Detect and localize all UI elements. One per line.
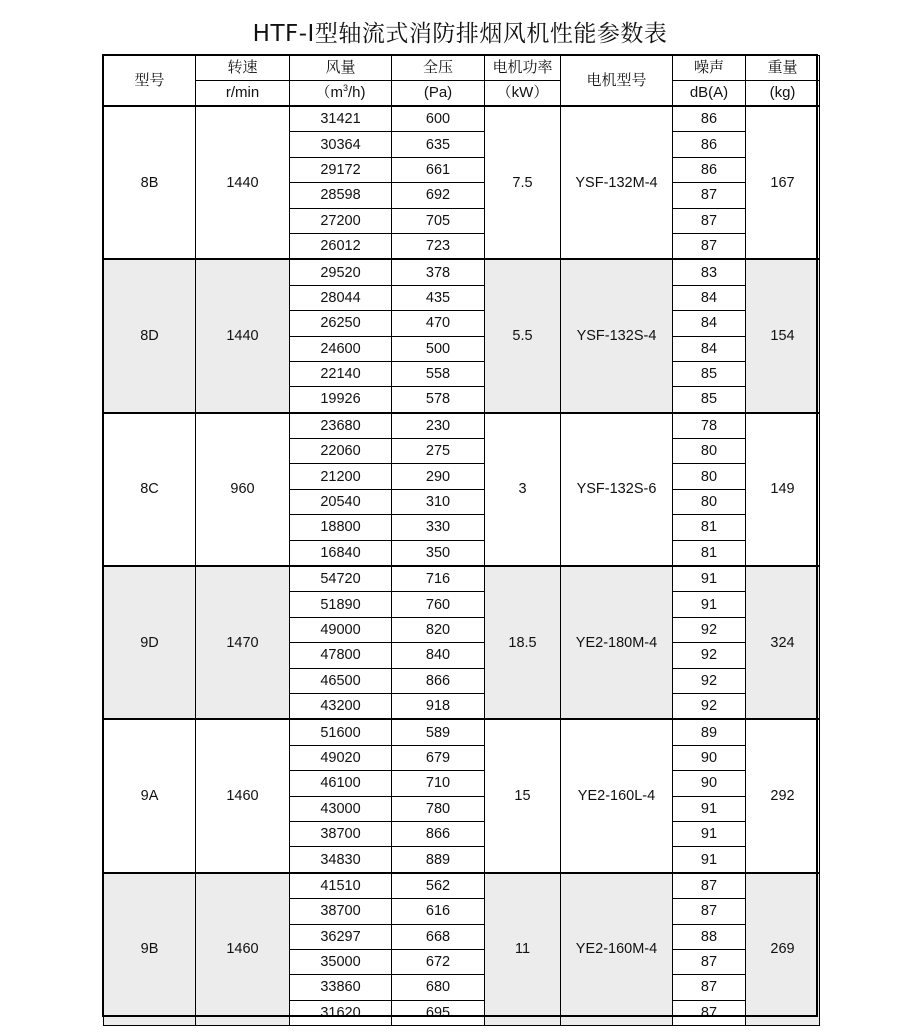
cell-power: 11 — [485, 873, 561, 1026]
cell-noise: 87 — [673, 873, 746, 899]
cell-noise: 86 — [673, 132, 746, 157]
header-model: 型号 — [104, 56, 196, 107]
cell-flow: 47800 — [290, 643, 392, 668]
cell-motor: YE2-160L-4 — [561, 719, 673, 872]
cell-noise: 92 — [673, 693, 746, 719]
cell-flow: 26250 — [290, 311, 392, 336]
cell-speed: 1440 — [196, 259, 290, 412]
cell-pressure: 290 — [392, 464, 485, 489]
cell-pressure: 435 — [392, 285, 485, 310]
cell-power: 3 — [485, 413, 561, 566]
table-row — [104, 719, 820, 745]
cell-pressure: 616 — [392, 899, 485, 924]
cell-noise: 80 — [673, 439, 746, 464]
cell-pressure: 230 — [392, 413, 485, 439]
header-flow: 风量 — [290, 56, 392, 81]
header-pressure: 全压 — [392, 56, 485, 81]
cell-noise: 78 — [673, 413, 746, 439]
cell-flow: 35000 — [290, 949, 392, 974]
cell-flow: 16840 — [290, 540, 392, 566]
cell-pressure: 378 — [392, 259, 485, 285]
cell-noise: 87 — [673, 949, 746, 974]
cell-flow: 28598 — [290, 183, 392, 208]
model-group-8b — [104, 106, 820, 259]
cell-flow: 51600 — [290, 719, 392, 745]
cell-flow: 29172 — [290, 157, 392, 182]
cell-pressure: 672 — [392, 949, 485, 974]
cell-model: 9B — [104, 873, 196, 1026]
header-motor: 电机型号 — [561, 56, 673, 107]
table-row — [104, 106, 820, 132]
cell-noise: 84 — [673, 285, 746, 310]
header-power-unit: （kW） — [485, 81, 561, 107]
cell-flow: 41510 — [290, 873, 392, 899]
cell-speed: 1460 — [196, 873, 290, 1026]
cell-pressure: 500 — [392, 336, 485, 361]
cell-noise: 90 — [673, 745, 746, 770]
cell-pressure: 635 — [392, 132, 485, 157]
cell-weight: 149 — [746, 413, 820, 566]
cell-pressure: 889 — [392, 847, 485, 873]
cell-model: 8B — [104, 106, 196, 259]
cell-noise: 87 — [673, 233, 746, 259]
header-noise: 噪声 — [673, 56, 746, 81]
cell-flow: 43000 — [290, 796, 392, 821]
cell-noise: 85 — [673, 387, 746, 413]
cell-noise: 87 — [673, 899, 746, 924]
header-pressure-unit: (Pa) — [392, 81, 485, 107]
cell-pressure: 679 — [392, 745, 485, 770]
cell-speed: 1460 — [196, 719, 290, 872]
cell-pressure: 562 — [392, 873, 485, 899]
cell-flow: 23680 — [290, 413, 392, 439]
cell-noise: 87 — [673, 1000, 746, 1025]
table-row — [104, 259, 820, 285]
cell-noise: 91 — [673, 592, 746, 617]
cell-weight: 292 — [746, 719, 820, 872]
cell-power: 7.5 — [485, 106, 561, 259]
cell-flow: 46100 — [290, 771, 392, 796]
cell-flow: 21200 — [290, 464, 392, 489]
cell-noise: 92 — [673, 668, 746, 693]
cell-noise: 84 — [673, 311, 746, 336]
header-speed-unit: r/min — [196, 81, 290, 107]
cell-noise: 88 — [673, 924, 746, 949]
header-flow-unit: $(m^3/h)$ — [290, 81, 392, 107]
cell-noise: 92 — [673, 643, 746, 668]
header-noise-unit: dB(A) — [673, 81, 746, 107]
cell-pressure: 275 — [392, 439, 485, 464]
cell-pressure: 866 — [392, 821, 485, 846]
cell-flow: 31620 — [290, 1000, 392, 1025]
cell-flow: 34830 — [290, 847, 392, 873]
cell-pressure: 692 — [392, 183, 485, 208]
cell-noise: 86 — [673, 106, 746, 132]
table-row — [104, 873, 820, 899]
header-speed: 转速 — [196, 56, 290, 81]
cell-model: 8C — [104, 413, 196, 566]
cell-model: 9A — [104, 719, 196, 872]
cell-motor: YSF-132S-6 — [561, 413, 673, 566]
cell-pressure: 600 — [392, 106, 485, 132]
cell-noise: 86 — [673, 157, 746, 182]
cell-pressure: 661 — [392, 157, 485, 182]
cell-pressure: 350 — [392, 540, 485, 566]
cell-pressure: 918 — [392, 693, 485, 719]
cell-pressure: 840 — [392, 643, 485, 668]
cell-noise: 91 — [673, 821, 746, 846]
cell-noise: 87 — [673, 208, 746, 233]
cell-power: 15 — [485, 719, 561, 872]
cell-flow: 49020 — [290, 745, 392, 770]
cell-pressure: 589 — [392, 719, 485, 745]
cell-motor: YE2-180M-4 — [561, 566, 673, 719]
cell-noise: 85 — [673, 361, 746, 386]
cell-noise: 87 — [673, 975, 746, 1000]
cell-noise: 80 — [673, 464, 746, 489]
cell-flow: 27200 — [290, 208, 392, 233]
cell-model: 9D — [104, 566, 196, 719]
cell-flow: 28044 — [290, 285, 392, 310]
cell-flow: 29520 — [290, 259, 392, 285]
cell-pressure: 866 — [392, 668, 485, 693]
cell-flow: 38700 — [290, 821, 392, 846]
cell-pressure: 780 — [392, 796, 485, 821]
cell-pressure: 760 — [392, 592, 485, 617]
cell-flow: 24600 — [290, 336, 392, 361]
cell-pressure: 668 — [392, 924, 485, 949]
cell-pressure: 705 — [392, 208, 485, 233]
cell-pressure: 470 — [392, 311, 485, 336]
cell-flow: 36297 — [290, 924, 392, 949]
cell-motor: YE2-160M-4 — [561, 873, 673, 1026]
cell-flow: 31421 — [290, 106, 392, 132]
table-row — [104, 413, 820, 439]
cell-flow: 46500 — [290, 668, 392, 693]
cell-flow: 30364 — [290, 132, 392, 157]
cell-noise: 87 — [673, 183, 746, 208]
cell-speed: 960 — [196, 413, 290, 566]
cell-pressure: 310 — [392, 489, 485, 514]
cell-weight: 167 — [746, 106, 820, 259]
cell-noise: 89 — [673, 719, 746, 745]
cell-flow: 26012 — [290, 233, 392, 259]
cell-noise: 84 — [673, 336, 746, 361]
cell-speed: 1440 — [196, 106, 290, 259]
header-row-names — [104, 56, 820, 81]
performance-table — [103, 55, 820, 1026]
cell-pressure: 716 — [392, 566, 485, 592]
header-weight-unit: (kg) — [746, 81, 820, 107]
cell-pressure: 695 — [392, 1000, 485, 1025]
cell-weight: 269 — [746, 873, 820, 1026]
cell-noise: 91 — [673, 847, 746, 873]
document-title: HTF-I型轴流式消防排烟风机性能参数表 — [252, 21, 668, 47]
cell-motor: YSF-132S-4 — [561, 259, 673, 412]
cell-pressure: 710 — [392, 771, 485, 796]
model-group-8c — [104, 413, 820, 566]
cell-weight: 324 — [746, 566, 820, 719]
cell-flow: 22140 — [290, 361, 392, 386]
cell-weight: 154 — [746, 259, 820, 412]
model-group-8d — [104, 259, 820, 412]
cell-flow: 18800 — [290, 515, 392, 540]
cell-noise: 83 — [673, 259, 746, 285]
cell-pressure: 680 — [392, 975, 485, 1000]
cell-flow: 49000 — [290, 617, 392, 642]
cell-pressure: 578 — [392, 387, 485, 413]
cell-noise: 90 — [673, 771, 746, 796]
model-group-9b — [104, 873, 820, 1026]
model-group-9a — [104, 719, 820, 872]
cell-motor: YSF-132M-4 — [561, 106, 673, 259]
cell-noise: 80 — [673, 489, 746, 514]
cell-flow: 43200 — [290, 693, 392, 719]
cell-pressure: 558 — [392, 361, 485, 386]
cell-flow: 38700 — [290, 899, 392, 924]
cell-noise: 91 — [673, 796, 746, 821]
cell-pressure: 820 — [392, 617, 485, 642]
model-group-9d — [104, 566, 820, 719]
cell-flow: 51890 — [290, 592, 392, 617]
cell-noise: 91 — [673, 566, 746, 592]
cell-power: 5.5 — [485, 259, 561, 412]
cell-flow: 54720 — [290, 566, 392, 592]
header-weight: 重量 — [746, 56, 820, 81]
cell-noise: 81 — [673, 540, 746, 566]
header-power: 电机功率 — [485, 56, 561, 81]
cell-pressure: 330 — [392, 515, 485, 540]
cell-speed: 1470 — [196, 566, 290, 719]
cell-power: 18.5 — [485, 566, 561, 719]
cell-noise: 81 — [673, 515, 746, 540]
cell-model: 8D — [104, 259, 196, 412]
header-row-units — [104, 81, 820, 107]
cell-pressure: 723 — [392, 233, 485, 259]
cell-flow: 22060 — [290, 439, 392, 464]
cell-flow: 33860 — [290, 975, 392, 1000]
cell-noise: 92 — [673, 617, 746, 642]
cell-flow: 20540 — [290, 489, 392, 514]
table-row — [104, 566, 820, 592]
cell-flow: 19926 — [290, 387, 392, 413]
